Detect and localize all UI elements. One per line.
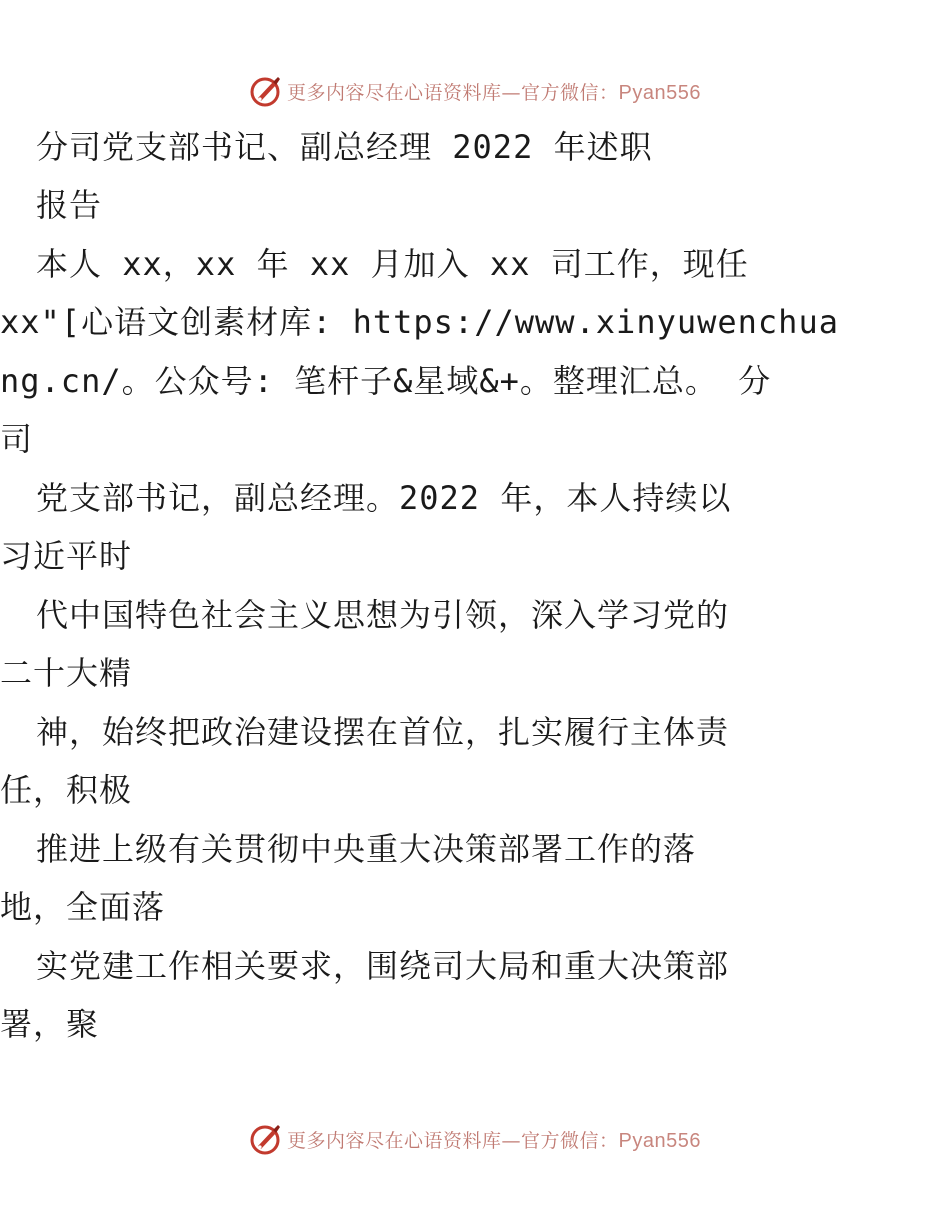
doc-line: 习近平时 (0, 537, 133, 575)
doc-line-title-1: 分司党支部书记、副总经理 2022 年述职 (36, 128, 653, 166)
doc-line: 二十大精 (0, 654, 133, 692)
footer-watermark (0, 1119, 950, 1159)
doc-line: 代中国特色社会主义思想为引领，深入学习党的 (36, 596, 730, 634)
doc-line: ng.cn/。公众号: 笔杆子&星域&+。整理汇总。 分 (0, 362, 772, 400)
wechat-id: Pyan556 (618, 81, 701, 104)
watermark-text: 更多内容尽在心语资料库—官方微信：Pyan556 (287, 81, 701, 104)
doc-line: 神，始终把政治建设摆在首位，扎实履行主体责 (36, 713, 730, 751)
watermark-text: 更多内容尽在心语资料库—官方微信：Pyan556 (287, 1129, 701, 1152)
doc-line: 地，全面落 (0, 888, 166, 926)
doc-line: xx"[心语文创素材库: https://www.xinyuwenchua (0, 303, 839, 341)
doc-line: 实党建工作相关要求，围绕司大局和重大决策部 (36, 947, 730, 985)
doc-line: 党支部书记，副总经理。2022 年，本人持续以 (36, 479, 732, 517)
pen-logo-icon (249, 1122, 283, 1156)
doc-line: 推进上级有关贯彻中央重大决策部署工作的落 (36, 830, 697, 868)
doc-line-title-2: 报告 (36, 186, 103, 224)
wechat-id: Pyan556 (618, 1129, 701, 1152)
doc-line: 司 (0, 420, 34, 458)
doc-line: 本人 xx，xx 年 xx 月加入 xx 司工作，现任 (36, 245, 749, 283)
doc-line: 署，聚 (0, 1005, 100, 1043)
doc-line: 任，积极 (0, 771, 133, 809)
